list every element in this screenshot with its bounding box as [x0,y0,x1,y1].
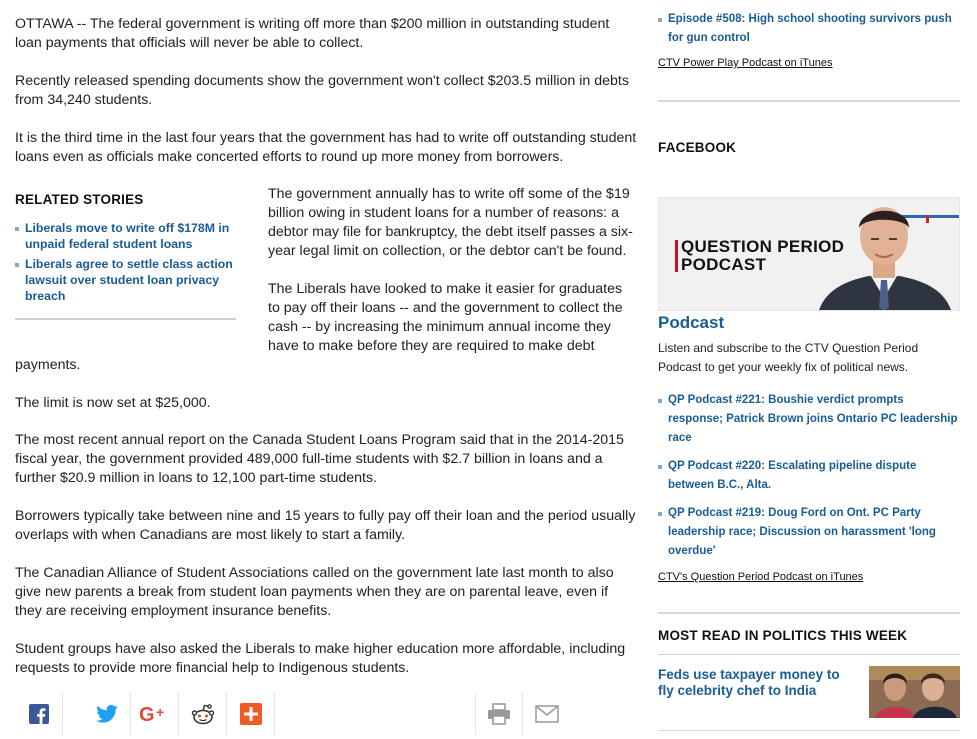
related-stories-heading: RELATED STORIES [15,192,144,207]
email-icon [535,705,559,723]
power-play-episode-link[interactable]: Episode #508: High school shooting survivors push for gun control [658,10,960,48]
most-read-heading: MOST READ IN POLITICS THIS WEEK [658,628,908,643]
story-photo [869,666,960,718]
facebook-heading: FACEBOOK [658,140,737,155]
banner-title-line2: PODCAST [681,255,767,274]
facebook-icon [29,704,49,724]
related-divider [15,318,236,320]
article-paragraph: OTTAWA -- The federal government is writing off more than $200 million in outstanding student loan payments that officials will never be able to collect. [15,16,610,51]
sidebar-divider [658,100,960,102]
most-read-story-link[interactable]: Feds use taxpayer money to fly celebrity chef to India [658,667,840,698]
host-photo [809,197,959,310]
svg-text:G: G [138,704,155,724]
banner-red-bar [675,240,678,272]
question-period-podcast-banner[interactable] [658,197,960,311]
article-paragraph: The most recent annual report on the Canada Student Loans Program said that in the 2014-2015 fiscal year, the government provided 489,000 full-time students with $2.7 billion in loans and a further $20.9 million in loans to 12,100 part-time students. [15,432,624,486]
banner-title-line1: QUESTION PERIOD [681,237,845,256]
article-paragraph: The Liberals have looked to make it easier for graduates to pay off their loans -- and the government to collect the cash -- by increasing the minimum annual income they have to make before they are required to make debt [268,281,623,354]
related-story-link[interactable]: Liberals move to write off $178M in unpaid federal student loans [15,220,236,252]
google-plus-share-button[interactable] [131,693,179,735]
qp-episode-list [658,391,960,570]
article-paragraph: The government annually has to write off some of the $19 billion owing in student loans for a number of reasons: a debtor may file for bankruptcy, the debt itself passes a six-year legal limit on collection, or the debtor can't be found. [268,186,633,259]
article-paragraph: Recently released spending documents show the government won't collect $203.5 million in debts from 34,240 students. [15,73,629,108]
qp-itunes-link[interactable]: CTV's Question Period Podcast on iTunes [658,571,864,583]
related-stories [15,190,236,320]
print-button[interactable] [475,693,523,735]
related-stories-list [15,220,236,304]
qp-episode-link[interactable]: QP Podcast #221: Boushie verdict prompts response; Patrick Brown joins Ontario PC leadership race [658,391,960,448]
power-play-episode-list [658,10,960,48]
more-share-button[interactable] [227,693,275,735]
reddit-icon [191,703,215,725]
facebook-share-button[interactable] [15,693,63,735]
twitter-icon [96,705,118,723]
print-icon [487,703,511,725]
twitter-share-button[interactable] [83,693,131,735]
share-bar [15,693,565,735]
qp-episode-link[interactable]: QP Podcast #219: Doug Ford on Ont. PC Party leadership race; Discussion on harassment 'long overdue' [658,504,960,561]
email-button[interactable] [523,693,571,735]
power-play-itunes-link[interactable]: CTV Power Play Podcast on iTunes [658,57,833,69]
article-paragraph: The limit is now set at $25,000. [15,395,211,411]
svg-text:+: + [155,704,164,720]
related-story-link[interactable]: Liberals agree to settle class action lawsuit over student loan privacy breach [15,256,236,304]
article-paragraph-continued: payments. [15,357,81,373]
podcast-heading[interactable]: Podcast [658,313,725,332]
google-plus-icon [139,704,171,724]
article-paragraph: Borrowers typically take between nine and 15 years to fully pay off their loan and the period usually overlaps with when Canadians are most likely to start a family. [15,508,636,543]
sidebar-divider [658,612,960,614]
qp-episode-link[interactable]: QP Podcast #220: Escalating pipeline dispute between B.C., Alta. [658,457,960,495]
article-paragraph: It is the third time in the last four years that the government has had to write off outstanding student loans even as officials make concerted efforts to round up more money from borrowers. [15,130,637,165]
add-more-icon [240,703,262,725]
article-paragraph: Student groups have also asked the Liberals to make higher education more affordable, including requests to provide more financial help to Indigenous students. [15,641,626,676]
article-paragraph: The Canadian Alliance of Student Associations called on the government late last month to also give new parents a break from student loan payments when they are on parental leave, even if they are receiving employment insurance benefits. [15,565,614,619]
reddit-share-button[interactable] [179,693,227,735]
sidebar-divider [658,730,960,731]
most-read-thumbnail[interactable] [869,666,960,718]
podcast-description: Listen and subscribe to the CTV Question Period Podcast to get your weekly fix of political news. [658,341,919,374]
sidebar-divider [658,654,960,655]
